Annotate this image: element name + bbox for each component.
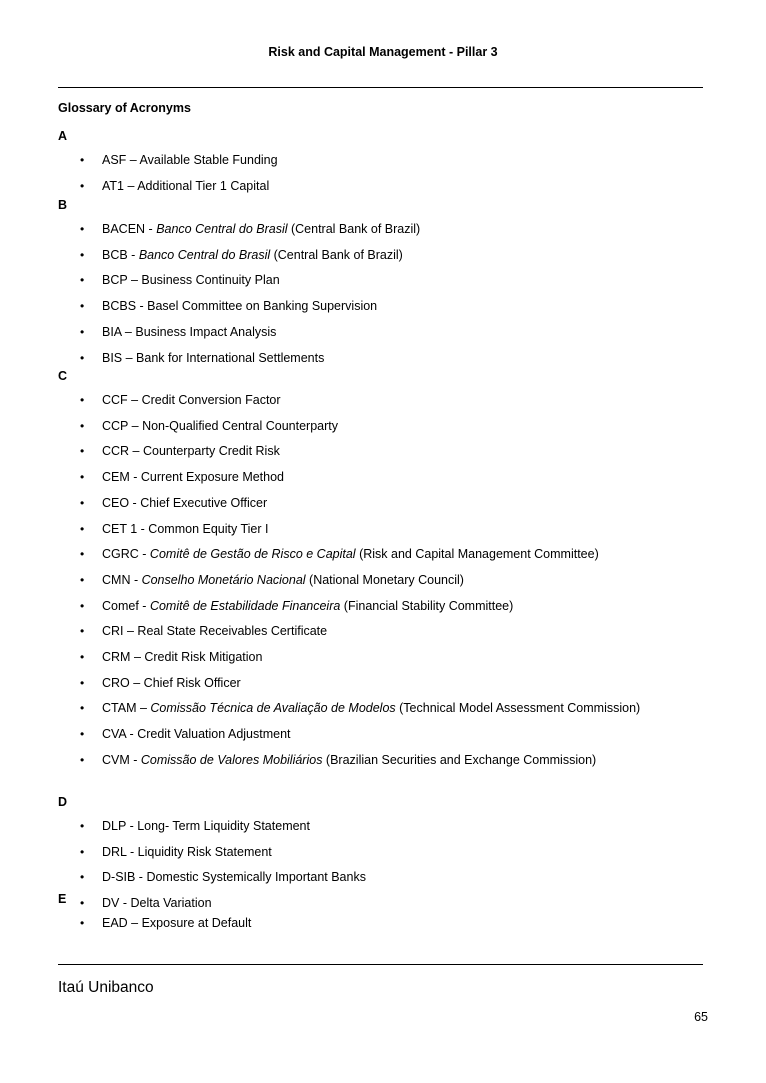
glossary-item — [80, 819, 310, 833]
page-number: 65 — [694, 1010, 708, 1024]
glossary-item-text: EAD – Exposure at Default — [102, 916, 252, 930]
bullet-icon: • — [80, 521, 85, 536]
glossary-item-text: D-SIB - Domestic Systemically Important Banks — [102, 870, 366, 885]
glossary-item-text: CGRC - — [102, 547, 150, 562]
glossary-item-text: CCF – Credit Conversion Factor — [102, 393, 281, 407]
glossary-item-text: BCBS - Basel Committee on Banking Supervision — [102, 299, 378, 314]
glossary-item — [80, 299, 377, 313]
section-letter: E — [58, 892, 67, 906]
glossary-item-text: CTAM – — [102, 701, 151, 716]
glossary-item — [80, 676, 241, 690]
bullet-icon: • — [80, 701, 85, 716]
glossary-item-portuguese-term: Comitê de Gestão de Risco e Capital — [149, 547, 356, 562]
glossary-item-text: (Brazilian Securities and Exchange Commission) — [322, 752, 597, 767]
bullet-icon: • — [80, 844, 85, 859]
glossary-item-text: CMN - — [102, 572, 142, 587]
bullet-icon: • — [80, 624, 85, 639]
glossary-item — [80, 325, 276, 339]
glossary-item-text: CVA - Credit Valuation Adjustment — [102, 727, 291, 742]
bullet-icon: • — [80, 299, 85, 314]
bullet-icon: • — [80, 675, 85, 690]
glossary-item-portuguese-term: Comitê de Estabilidade Financeira — [149, 598, 341, 613]
glossary-item-text: DRL - Liquidity Risk Statement — [102, 844, 272, 859]
bullet-icon: • — [80, 178, 85, 193]
glossary-item — [80, 393, 281, 407]
glossary-item — [80, 573, 464, 587]
section-letter: B — [58, 198, 68, 212]
glossary-item — [80, 273, 280, 287]
glossary-item-text: BCP – Business Continuity Plan — [102, 273, 280, 288]
bullet-icon: • — [80, 870, 85, 885]
glossary-item — [80, 870, 366, 884]
glossary-item — [80, 599, 513, 613]
glossary-item-text: CCR – Counterparty Credit Risk — [102, 444, 280, 459]
glossary-item-text: DLP - Long- Term Liquidity Statement — [102, 819, 310, 833]
footer-company-name: Itaú Unibanco — [58, 979, 154, 996]
glossary-item-text: BCB - — [102, 247, 139, 262]
glossary-item-text: CEO - Chief Executive Officer — [102, 495, 268, 510]
glossary-item-text: CEM - Current Exposure Method — [102, 470, 285, 485]
bullet-icon: • — [80, 324, 85, 339]
glossary-item — [80, 444, 280, 458]
glossary-item — [80, 419, 338, 433]
bullet-icon: • — [80, 547, 85, 562]
glossary-item — [80, 896, 212, 910]
glossary-item-text: ASF – Available Stable Funding — [102, 153, 278, 167]
glossary-item-text: BIA – Business Impact Analysis — [102, 324, 277, 339]
glossary-item — [80, 916, 251, 930]
glossary-item — [80, 522, 269, 536]
glossary-item-text: BIS – Bank for International Settlements — [102, 350, 325, 365]
glossary-item — [80, 624, 327, 638]
glossary-item — [80, 222, 420, 236]
bullet-icon: • — [80, 752, 85, 767]
section-letter: A — [58, 129, 68, 143]
glossary-item-portuguese-term: Comissão Técnica de Avaliação de Modelos — [150, 701, 396, 716]
bullet-icon: • — [80, 896, 85, 911]
glossary-item-text: (Central Bank of Brazil) — [287, 222, 421, 236]
glossary-item-text: CRI – Real State Receivables Certificate — [102, 624, 328, 639]
glossary-item — [80, 351, 324, 365]
bullet-icon: • — [80, 819, 85, 833]
glossary-item-text: Comef - — [102, 598, 150, 613]
glossary-item — [80, 496, 267, 510]
footer-divider — [58, 964, 703, 965]
glossary-item-text: AT1 – Additional Tier 1 Capital — [102, 178, 270, 193]
glossary-item-portuguese-term: Banco Central do Brasil — [156, 222, 288, 236]
bullet-icon: • — [80, 495, 85, 510]
glossary-item — [80, 547, 599, 561]
bullet-icon: • — [80, 470, 85, 485]
bullet-icon: • — [80, 153, 85, 167]
bullet-icon: • — [80, 916, 85, 930]
glossary-item-text: CVM - — [102, 752, 141, 767]
glossary-item-portuguese-term: Banco Central do Brasil — [138, 247, 271, 262]
glossary-item — [80, 179, 269, 193]
glossary-item-text: DV - Delta Variation — [102, 896, 212, 911]
section-letter: D — [58, 795, 68, 809]
glossary-item — [80, 153, 278, 167]
glossary-item-text: (Central Bank of Brazil) — [270, 247, 403, 262]
bullet-icon: • — [80, 273, 85, 288]
glossary-item-text: (Risk and Capital Management Committee) — [355, 547, 599, 562]
glossary-item-text: (National Monetary Council) — [305, 572, 464, 587]
glossary-item — [80, 701, 640, 715]
glossary-item — [80, 727, 291, 741]
glossary-item — [80, 845, 272, 859]
glossary-item-text: (Financial Stability Committee) — [340, 598, 514, 613]
glossary-item-text: BACEN - — [102, 222, 157, 236]
bullet-icon: • — [80, 598, 85, 613]
glossary-item-text: CCP – Non-Qualified Central Counterparty — [102, 418, 338, 433]
glossary-item-text: CRO – Chief Risk Officer — [102, 675, 241, 690]
glossary-item — [80, 248, 403, 262]
header-divider — [58, 87, 703, 88]
glossary-item-portuguese-term: Conselho Monetário Nacional — [141, 572, 306, 587]
bullet-icon: • — [80, 222, 85, 236]
bullet-icon: • — [80, 247, 85, 262]
glossary-item — [80, 753, 596, 767]
bullet-icon: • — [80, 350, 85, 365]
bullet-icon: • — [80, 418, 85, 433]
glossary-item-text: (Technical Model Assessment Commission) — [395, 701, 641, 716]
glossary-item-text: CET 1 - Common Equity Tier I — [102, 521, 269, 536]
glossary-item — [80, 650, 262, 664]
page-header-title: Risk and Capital Management - Pillar 3 — [268, 45, 498, 59]
bullet-icon: • — [80, 572, 85, 587]
glossary-item — [80, 470, 284, 484]
glossary-item-text: CRM – Credit Risk Mitigation — [102, 650, 263, 664]
bullet-icon: • — [80, 727, 85, 742]
glossary-title: Glossary of Acronyms — [58, 101, 191, 115]
bullet-icon: • — [80, 393, 85, 407]
bullet-icon: • — [80, 650, 85, 664]
bullet-icon: • — [80, 444, 85, 459]
glossary-item-portuguese-term: Comissão de Valores Mobiliários — [140, 752, 323, 767]
section-letter: C — [58, 369, 68, 383]
